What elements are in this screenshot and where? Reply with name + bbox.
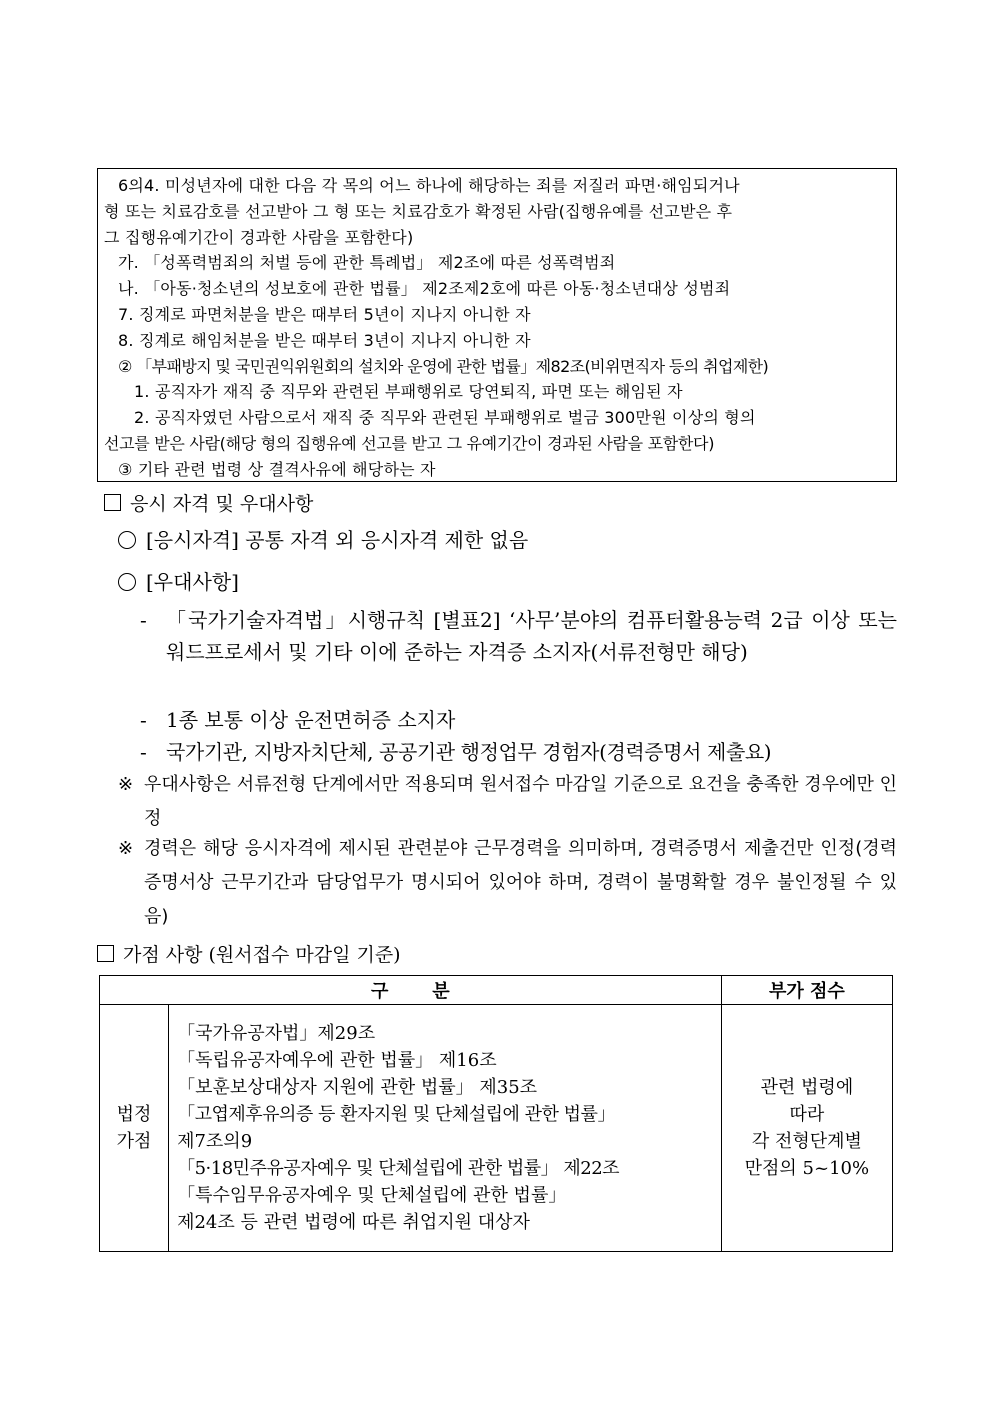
- law-line: 제24조 등 관련 법령에 따른 취업지원 대상자: [177, 1212, 530, 1233]
- bonus-heading-text: 가점 사항 (원서접수 마감일 기준): [123, 944, 401, 966]
- category-line: 가점: [116, 1131, 152, 1152]
- qualification-heading: [104, 490, 313, 518]
- reference-mark: ※: [118, 838, 134, 859]
- qualification-heading-text: 응시 자격 및 우대사항: [130, 493, 314, 515]
- preference-item-text: 「국가기술자격법」시행규칙 [별표2] ‘사무’분야의 컴퓨터활용능력 2급 이상 또는 워드프로세서 및 기타 이에 준하는 자격증 소지자(서류전형만 해당): [166, 608, 897, 664]
- preference-heading-text: [우대사항]: [146, 570, 239, 594]
- preference-item-text: 국가기관, 지방자치단체, 공공기관 행정업무 경험자(경력증명서 제출요): [166, 740, 772, 764]
- laws-cell: [169, 1005, 722, 1252]
- table-header-row: [100, 976, 893, 1005]
- bonus-table: [99, 975, 893, 1252]
- law-line: 「5·18민주유공자예우 및 단체설립에 관한 법률」 제22조: [177, 1158, 620, 1179]
- table-row: [100, 1005, 893, 1252]
- box-line: 가. 「성폭력범죄의 처벌 등에 관한 특례법」 제2조에 따른 성폭력범죄: [118, 253, 616, 273]
- score-line: 따라: [789, 1104, 825, 1125]
- note-item: [118, 832, 897, 934]
- law-line: 「보훈보상대상자 지원에 관한 법률」 제35조: [177, 1077, 538, 1098]
- dash-bullet: -: [140, 708, 147, 732]
- header-score: 부가 점수: [721, 976, 892, 1005]
- law-line: 「고엽제후유의증 등 환자지원 및 단체설립에 관한 법률」: [177, 1104, 615, 1125]
- box-line: 2. 공직자였던 사람으로서 재직 중 직무와 관련된 부패행위로 벌금 300만원 이상의 형의: [134, 408, 756, 428]
- box-line: 나. 「아동·청소년의 성보호에 관한 법률」 제2조제2호에 따른 아동·청소년대상 성범죄: [118, 279, 731, 299]
- law-line: 「특수임무유공자예우 및 단체설립에 관한 법률」: [177, 1185, 567, 1206]
- reference-mark: ※: [118, 774, 134, 795]
- disqualification-box: [97, 168, 897, 482]
- box-line: 7. 징계로 파면처분을 받은 때부터 5년이 지나지 아니한 자: [118, 304, 531, 324]
- box-line: ③ 기타 관련 법령 상 결격사유에 해당하는 자: [118, 459, 436, 479]
- preference-item: [140, 704, 897, 736]
- checkbox-square-icon: [104, 494, 121, 511]
- box-line: 6의4. 미성년자에 대한 다음 각 목의 어느 하나에 해당하는 죄를 저질러 파면·해임되거나: [118, 176, 740, 195]
- circle-bullet-icon: [118, 531, 136, 549]
- score-line: 만점의 5~10%: [744, 1158, 870, 1179]
- law-line: 「독립유공자예우에 관한 법률」 제16조: [177, 1050, 497, 1071]
- circle-bullet-icon: [118, 573, 136, 591]
- bonus-heading: [97, 941, 401, 969]
- eligibility-text: [응시자격] 공통 자격 외 응시자격 제한 없음: [146, 528, 529, 552]
- dash-bullet: -: [140, 608, 147, 632]
- box-line: 선고를 받은 사람(해당 형의 집행유예 선고를 받고 그 유예기간이 경과된 사람을 포함한다): [104, 433, 715, 453]
- category-line: 법정: [116, 1104, 152, 1125]
- score-line: 관련 법령에: [760, 1077, 854, 1098]
- checkbox-square-icon: [97, 945, 114, 962]
- dash-bullet: -: [140, 740, 147, 764]
- score-line: 각 전형단계별: [751, 1131, 862, 1152]
- header-category: 구 분: [100, 976, 722, 1005]
- category-cell: [100, 1005, 169, 1252]
- preference-item: [140, 604, 897, 668]
- law-line: 제7조의9: [177, 1131, 253, 1152]
- box-line: 그 집행유예기간이 경과한 사람을 포함한다): [104, 227, 414, 247]
- preference-item-text: 1종 보통 이상 운전면허증 소지자: [166, 708, 456, 732]
- note-text: 경력은 해당 응시자격에 제시된 관련분야 근무경력을 의미하며, 경력증명서 제출건만 인정(경력증명서상 근무기간과 담당업무가 명시되어 있어야 하며, 경력이 불명확할 경우 불인정될 수 있음): [144, 838, 897, 927]
- score-cell: [721, 1005, 892, 1252]
- box-line: ② 「부패방지 및 국민권익위원회의 설치와 운영에 관한 법률」제82조(비위면직자 등의 취업제한): [118, 356, 769, 376]
- box-line: 8. 징계로 해임처분을 받은 때부터 3년이 지나지 아니한 자: [118, 330, 531, 350]
- eligibility-line: [118, 524, 528, 556]
- box-line: 형 또는 치료감호를 선고받아 그 형 또는 치료감호가 확정된 사람(집행유예를 선고받은 후: [104, 201, 733, 221]
- preference-item: [140, 736, 897, 768]
- note-item: [118, 768, 897, 836]
- law-line: 「국가유공자법」제29조: [177, 1023, 376, 1044]
- preference-heading-line: [118, 566, 239, 598]
- note-text: 우대사항은 서류전형 단계에서만 적용되며 원서접수 마감일 기준으로 요건을 충족한 경우에만 인정: [144, 774, 897, 829]
- box-line: 1. 공직자가 재직 중 직무와 관련된 부패행위로 당연퇴직, 파면 또는 해임된 자: [134, 382, 683, 402]
